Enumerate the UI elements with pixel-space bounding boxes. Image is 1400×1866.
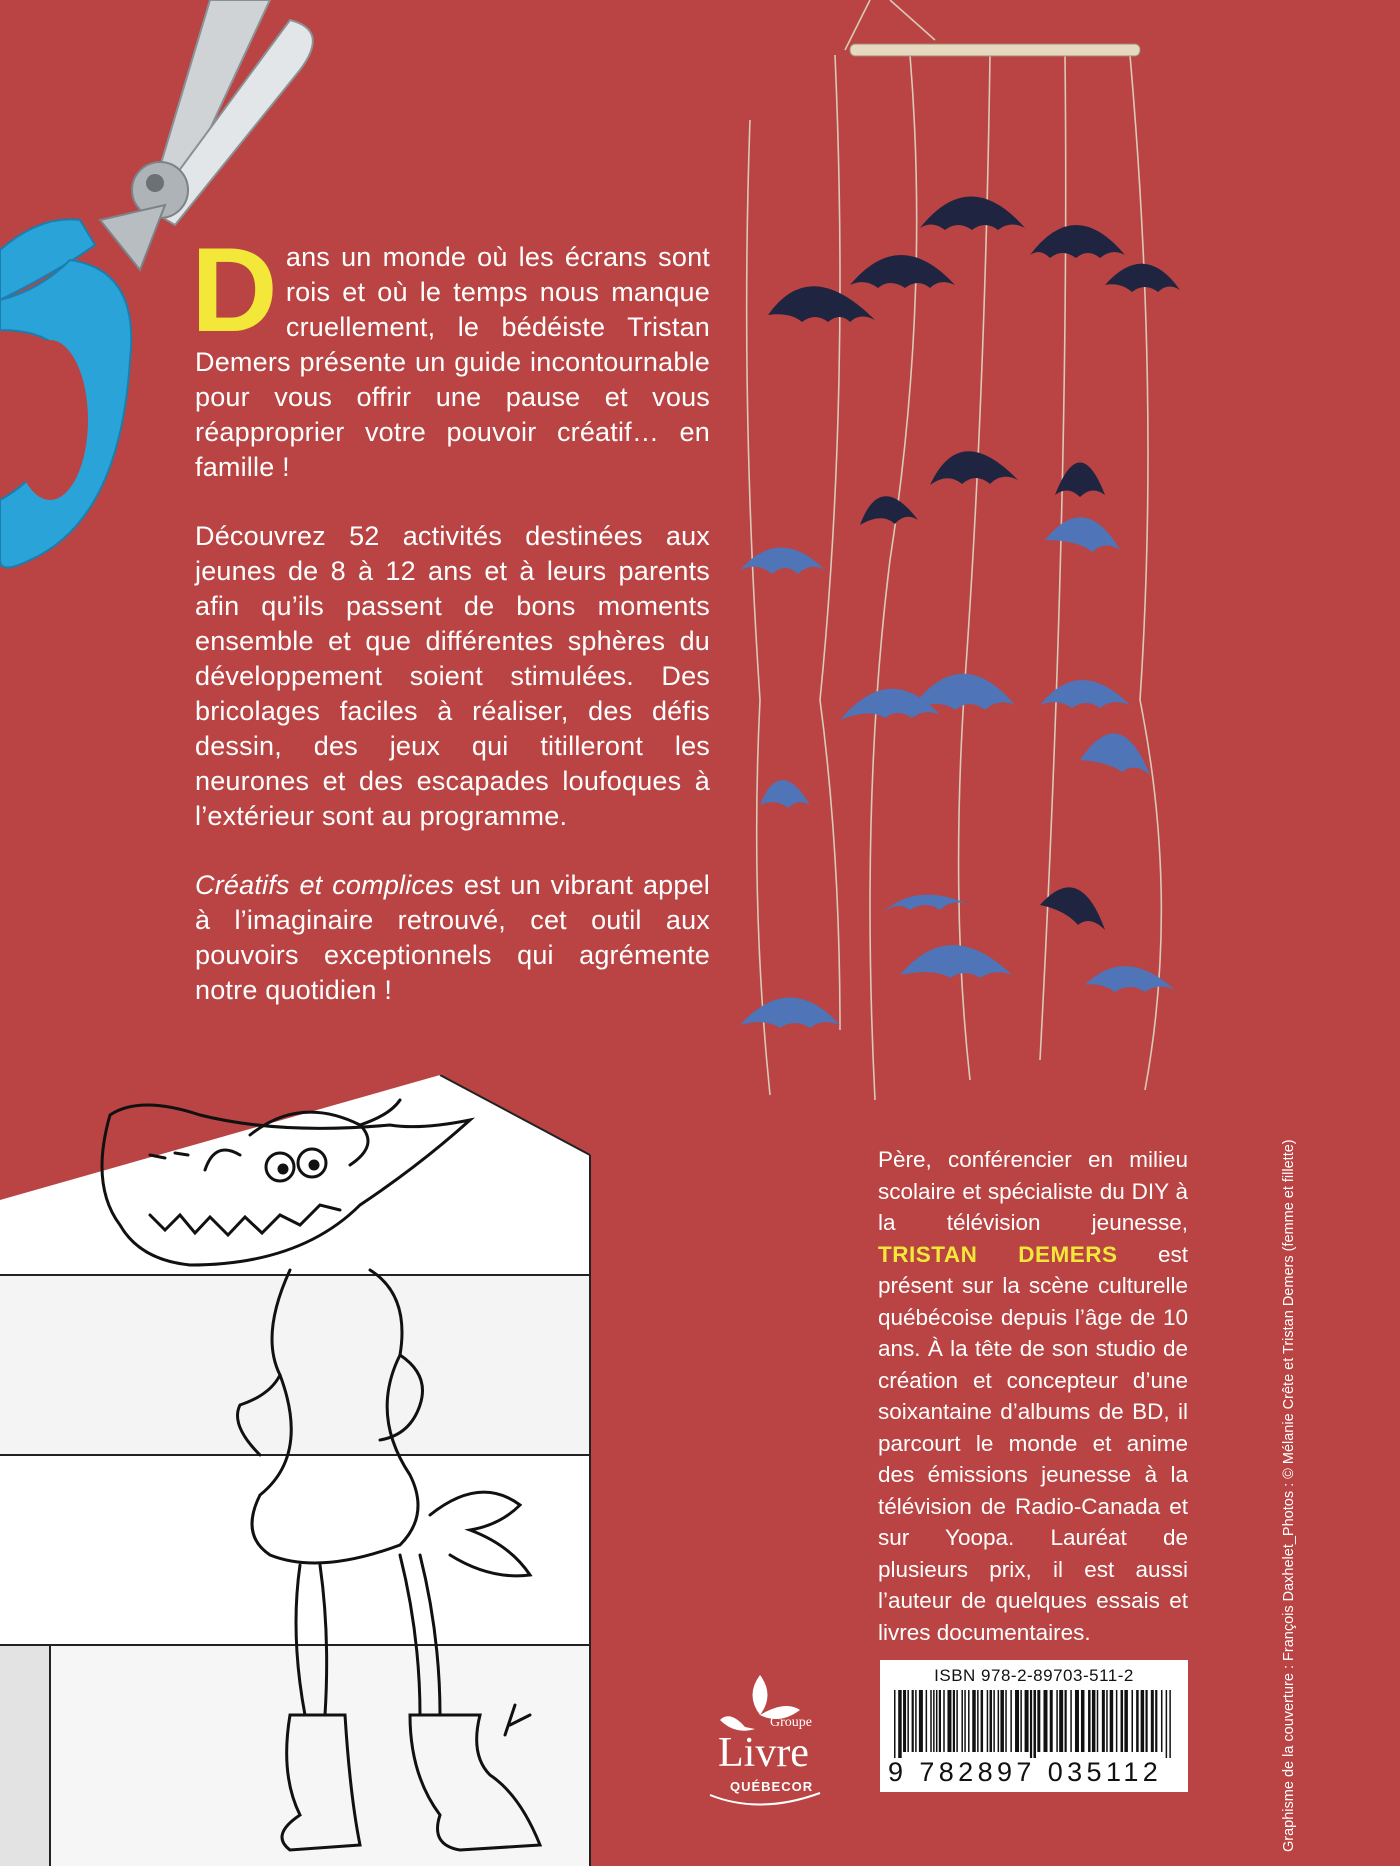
- barcode-bar: [998, 1690, 1000, 1752]
- barcode-bar: [943, 1690, 945, 1752]
- barcode-bar: [1151, 1690, 1154, 1752]
- intro-paragraph-3-text: est un vibrant appel à l’imaginaire retrouvé, cet outil aux pouvoirs exceptionnels qui agrémente notre quotidien !: [195, 870, 711, 1005]
- barcode-bar: [1056, 1690, 1058, 1752]
- barcode-bar: [956, 1690, 958, 1752]
- barcode-bar: [1037, 1690, 1040, 1752]
- barcode-bar: [894, 1690, 896, 1758]
- barcode-bar: [912, 1690, 914, 1752]
- barcode-bar: [990, 1690, 993, 1752]
- barcode-bar: [961, 1690, 963, 1752]
- barcode-bar: [947, 1690, 951, 1752]
- publisher-quebecor: QUÉBECOR: [730, 1779, 814, 1794]
- barcode-bar: [936, 1690, 938, 1752]
- barcode-bar: [1169, 1690, 1171, 1758]
- isbn-digits: 9 782897 035112: [888, 1757, 1163, 1787]
- barcode-bar: [939, 1690, 941, 1752]
- barcode-bar: [1110, 1690, 1114, 1752]
- barcode-bar: [1136, 1690, 1139, 1752]
- barcode-bar: [1075, 1690, 1079, 1752]
- barcode-bar: [1010, 1690, 1012, 1752]
- barcode-bar: [898, 1690, 902, 1758]
- barcode-bar: [1059, 1690, 1063, 1752]
- intro-paragraph-1: [191, 223, 710, 485]
- barcode-bar: [926, 1690, 928, 1752]
- cover-credits: Graphisme de la couverture : François Daxhelet_Photos : © Mélanie Crête et Tristan Demers (femme et fillette): [1281, 1139, 1297, 1852]
- barcode-bar: [1106, 1690, 1108, 1752]
- barcode-bar: [1092, 1690, 1096, 1752]
- barcode-bar: [1131, 1690, 1133, 1752]
- barcode-bar: [1081, 1690, 1085, 1752]
- barcode-bar: [993, 1690, 995, 1752]
- barcode-bar: [1124, 1690, 1128, 1752]
- barcode-bar: [964, 1690, 966, 1752]
- author-name: TRISTAN DEMERS: [878, 1241, 1118, 1267]
- barcode-bar: [1116, 1690, 1118, 1752]
- barcode-bar: [1121, 1690, 1124, 1752]
- barcode-bar: [915, 1690, 917, 1752]
- drop-cap: D: [191, 223, 278, 357]
- barcode-bar: [1065, 1690, 1067, 1752]
- barcode-bar: [968, 1690, 970, 1752]
- barcode-bar: [1161, 1690, 1163, 1752]
- barcode-bar: [977, 1690, 979, 1752]
- intro-paragraph-2: Découvrez 52 activités destinées aux jeunes de 8 à 12 ans et à leurs parents afin qu’ils passent de bons moments ensemble et que différentes sphères du développement soient stimulées. Des bricolages faciles à réaliser, des défis dessin, des jeux qui titilleront les neurones et des escapades loufoques à l’extérieur sont au programme.: [195, 521, 710, 831]
- barcode-bar: [953, 1690, 955, 1752]
- intro-paragraph-1-text: ans un monde où les écrans sont rois et où le temps nous manque cruellement, le bédéiste Tristan Demers présente un guide incontournable pour vous offrir une pause et vous réapproprier votre pouvoir créatif… en famille !: [195, 242, 710, 482]
- barcode-bar: [1030, 1690, 1032, 1758]
- barcode-bar: [1166, 1690, 1168, 1758]
- publisher-groupe: Groupe: [770, 1715, 812, 1730]
- bio-text-after: est présent sur la scène culturelle québécoise depuis l’âge de 10 ans. À la tête de son studio de création et concepteur d’une soixantaine d’albums de BD, il parcourt le monde et anime des émissions jeunesse à la télévision de Radio-Canada et sur Yoopa. Lauréat de plusieurs prix, il est aussi l’auteur de quelques essais et livres documentaires.: [878, 1241, 1188, 1645]
- folded-drawing-illustration: [0, 1075, 620, 1866]
- barcode-bar: [1088, 1690, 1091, 1752]
- barcode-bars: [894, 1690, 1174, 1758]
- barcode-bar: [1102, 1690, 1105, 1752]
- intro-text: [191, 223, 711, 1042]
- publisher-logo: [700, 1665, 830, 1815]
- barcode-bar: [1097, 1690, 1099, 1752]
- barcode-bar: [1145, 1690, 1147, 1752]
- barcode-bar: [933, 1690, 935, 1752]
- barcode-bar: [907, 1690, 909, 1752]
- barcode-bar: [1025, 1690, 1029, 1752]
- barcode-bar: [930, 1690, 932, 1752]
- intro-paragraph-3: [195, 868, 710, 1008]
- barcode-bar: [1141, 1690, 1145, 1752]
- publisher-livre: Livre: [718, 1730, 809, 1776]
- isbn-label: ISBN 978-2-89703-511-2: [934, 1666, 1134, 1685]
- barcode-bar: [987, 1690, 989, 1752]
- barcode-bar: [1033, 1690, 1036, 1758]
- bio-text-before: Père, conférencier en milieu scolaire et spécialiste du DIY à la télévision jeunesse,: [878, 1147, 1188, 1235]
- barcode-bar: [1050, 1690, 1053, 1752]
- barcode-bar: [1015, 1690, 1019, 1752]
- barcode-bar: [1005, 1690, 1007, 1752]
- barcode-bar: [1155, 1690, 1157, 1752]
- barcode-bar: [1043, 1690, 1047, 1752]
- barcode-bar: [1020, 1690, 1022, 1752]
- barcode-bar: [981, 1690, 984, 1752]
- author-bio: [878, 1144, 1188, 1648]
- barcode-bar: [1000, 1690, 1004, 1752]
- book-title: Créatifs et complices: [195, 870, 455, 900]
- umbrella-mobile-photo: [740, 0, 1220, 1110]
- barcode-bar: [972, 1690, 976, 1752]
- barcode-bar: [919, 1690, 923, 1752]
- barcode-bar: [1070, 1690, 1072, 1752]
- isbn-barcode: [880, 1660, 1188, 1792]
- barcode-bar: [903, 1690, 906, 1752]
